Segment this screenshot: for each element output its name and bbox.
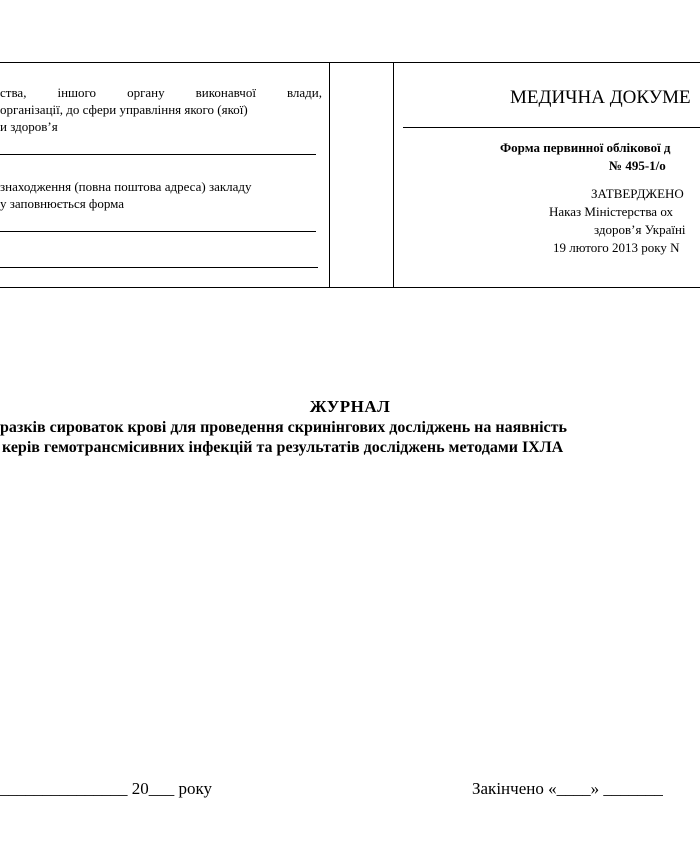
address-line-2: у заповнюється форма bbox=[0, 196, 125, 211]
doc-type-title: МЕДИЧНА ДОКУМЕ bbox=[510, 87, 691, 108]
org-line-2: організації, до сфери управління якого (якої) bbox=[0, 102, 248, 117]
org-line-1: ства, іншого органу виконавчої влади, bbox=[0, 85, 322, 100]
header-divider-left bbox=[329, 62, 330, 288]
form-number: № 495-1/о bbox=[609, 158, 666, 173]
journal-subtitle-line-1: разків сироваток крові для проведення скринінгових досліджень на наявність bbox=[0, 419, 567, 436]
address-fill-line-1 bbox=[0, 231, 316, 232]
form-label: Форма первинної облікової д bbox=[500, 140, 671, 155]
address-fill-line-2 bbox=[0, 267, 318, 268]
header-top-border bbox=[0, 62, 700, 63]
header-divider-right bbox=[393, 62, 394, 288]
doc-type-underline bbox=[403, 127, 700, 128]
started-date-line: _______________ 20___ року bbox=[0, 779, 213, 798]
finished-date-line: Закінчено «____» _______ bbox=[472, 779, 663, 798]
order-line-3: 19 лютого 2013 року N bbox=[553, 240, 680, 255]
journal-title: ЖУРНАЛ bbox=[309, 397, 391, 416]
org-line-3: и здоров’я bbox=[0, 119, 58, 134]
address-line-1: знаходження (повна поштова адреса) закладу bbox=[0, 179, 252, 194]
order-line-2: здоров’я Україні bbox=[594, 222, 686, 237]
org-fill-line bbox=[0, 154, 316, 155]
approved-label: ЗАТВЕРДЖЕНО bbox=[591, 186, 684, 201]
order-line-1: Наказ Міністерства ох bbox=[549, 204, 674, 219]
header-bottom-border bbox=[0, 287, 700, 288]
journal-subtitle-line-2: керів гемотрансмісивних інфекцій та результатів досліджень методами ІХЛА bbox=[2, 439, 564, 456]
